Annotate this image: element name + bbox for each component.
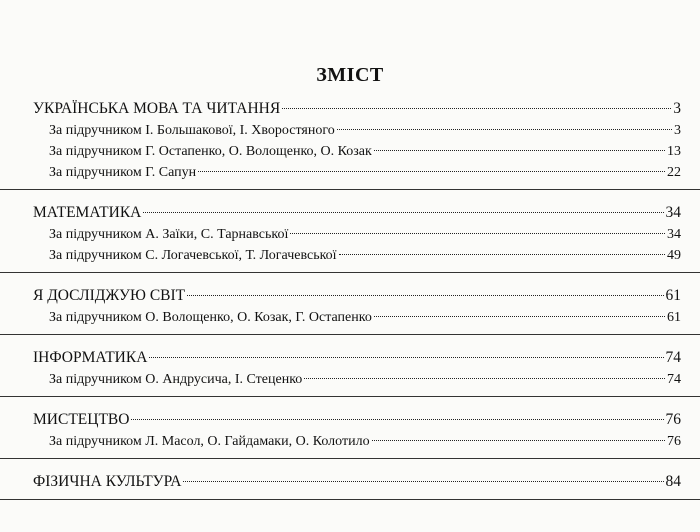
entry-page: 49	[667, 248, 681, 263]
toc-section-ukrainian	[33, 98, 681, 120]
toc-entry	[33, 162, 681, 183]
section-divider	[0, 396, 700, 405]
toc-section-math	[33, 202, 681, 224]
toc-entry	[33, 431, 681, 452]
table-of-contents	[33, 98, 681, 512]
entry-page: 76	[667, 434, 681, 449]
section-divider	[0, 458, 700, 467]
entry-page: 22	[667, 165, 681, 180]
entry-page: 3	[674, 123, 681, 138]
entry-page: 34	[667, 227, 681, 242]
section-page: 84	[665, 473, 681, 490]
toc-entry	[33, 224, 681, 245]
section-label: УКРАЇНСЬКА МОВА ТА ЧИТАННЯ	[33, 100, 281, 117]
dot-leader	[339, 253, 665, 255]
section-page: 3	[673, 100, 681, 117]
toc-section-pe	[33, 471, 681, 493]
dot-leader	[149, 356, 663, 358]
toc-entry	[33, 307, 681, 328]
dot-leader	[337, 128, 672, 130]
section-label: ФІЗИЧНА КУЛЬТУРА	[33, 473, 182, 490]
dot-leader	[131, 418, 663, 420]
section-label: Я ДОСЛІДЖУЮ СВІТ	[33, 287, 186, 304]
entry-label: За підручником А. Заїки, С. Тарнавської	[49, 227, 289, 242]
section-divider	[0, 189, 700, 198]
page-title: ЗМІСТ	[316, 64, 384, 86]
entry-label: За підручником О. Андрусича, І. Стеценко	[49, 372, 303, 387]
dot-leader	[143, 211, 663, 213]
entry-label: За підручником Л. Масол, О. Гайдамаки, О. Колотило	[49, 434, 370, 449]
toc-entry	[33, 141, 681, 162]
section-divider	[0, 334, 700, 343]
entry-page: 13	[667, 144, 681, 159]
section-page: 76	[665, 411, 681, 428]
dot-leader	[374, 149, 665, 151]
entry-label: За підручником О. Волощенко, О. Козак, Г. Остапенко	[49, 310, 372, 325]
toc-entry	[33, 245, 681, 266]
section-label: ІНФОРМАТИКА	[33, 349, 148, 366]
entry-label: За підручником Г. Сапун	[49, 165, 197, 180]
toc-entry	[33, 369, 681, 390]
toc-section-informatics	[33, 347, 681, 369]
entry-label: За підручником Г. Остапенко, О. Волощенко, О. Козак	[49, 144, 372, 159]
entry-label: За підручником І. Большакової, І. Хворостяного	[49, 123, 335, 138]
section-divider	[0, 272, 700, 281]
entry-page: 74	[667, 372, 681, 387]
toc-entry	[33, 120, 681, 141]
entry-label: За підручником С. Логачевської, Т. Логачевської	[49, 248, 337, 263]
toc-section-art	[33, 409, 681, 431]
dot-leader	[187, 294, 663, 296]
dot-leader	[282, 107, 671, 109]
entry-page: 61	[667, 310, 681, 325]
section-page: 74	[665, 349, 681, 366]
dot-leader	[374, 315, 665, 317]
section-page: 34	[665, 204, 681, 221]
dot-leader	[198, 170, 665, 172]
section-label: МИСТЕЦТВО	[33, 411, 130, 428]
dot-leader	[372, 439, 665, 441]
section-divider	[0, 499, 700, 508]
dot-leader	[290, 232, 665, 234]
section-page: 61	[665, 287, 681, 304]
section-label: МАТЕМАТИКА	[33, 204, 142, 221]
dot-leader	[183, 480, 663, 482]
toc-section-world	[33, 285, 681, 307]
dot-leader	[304, 377, 665, 379]
